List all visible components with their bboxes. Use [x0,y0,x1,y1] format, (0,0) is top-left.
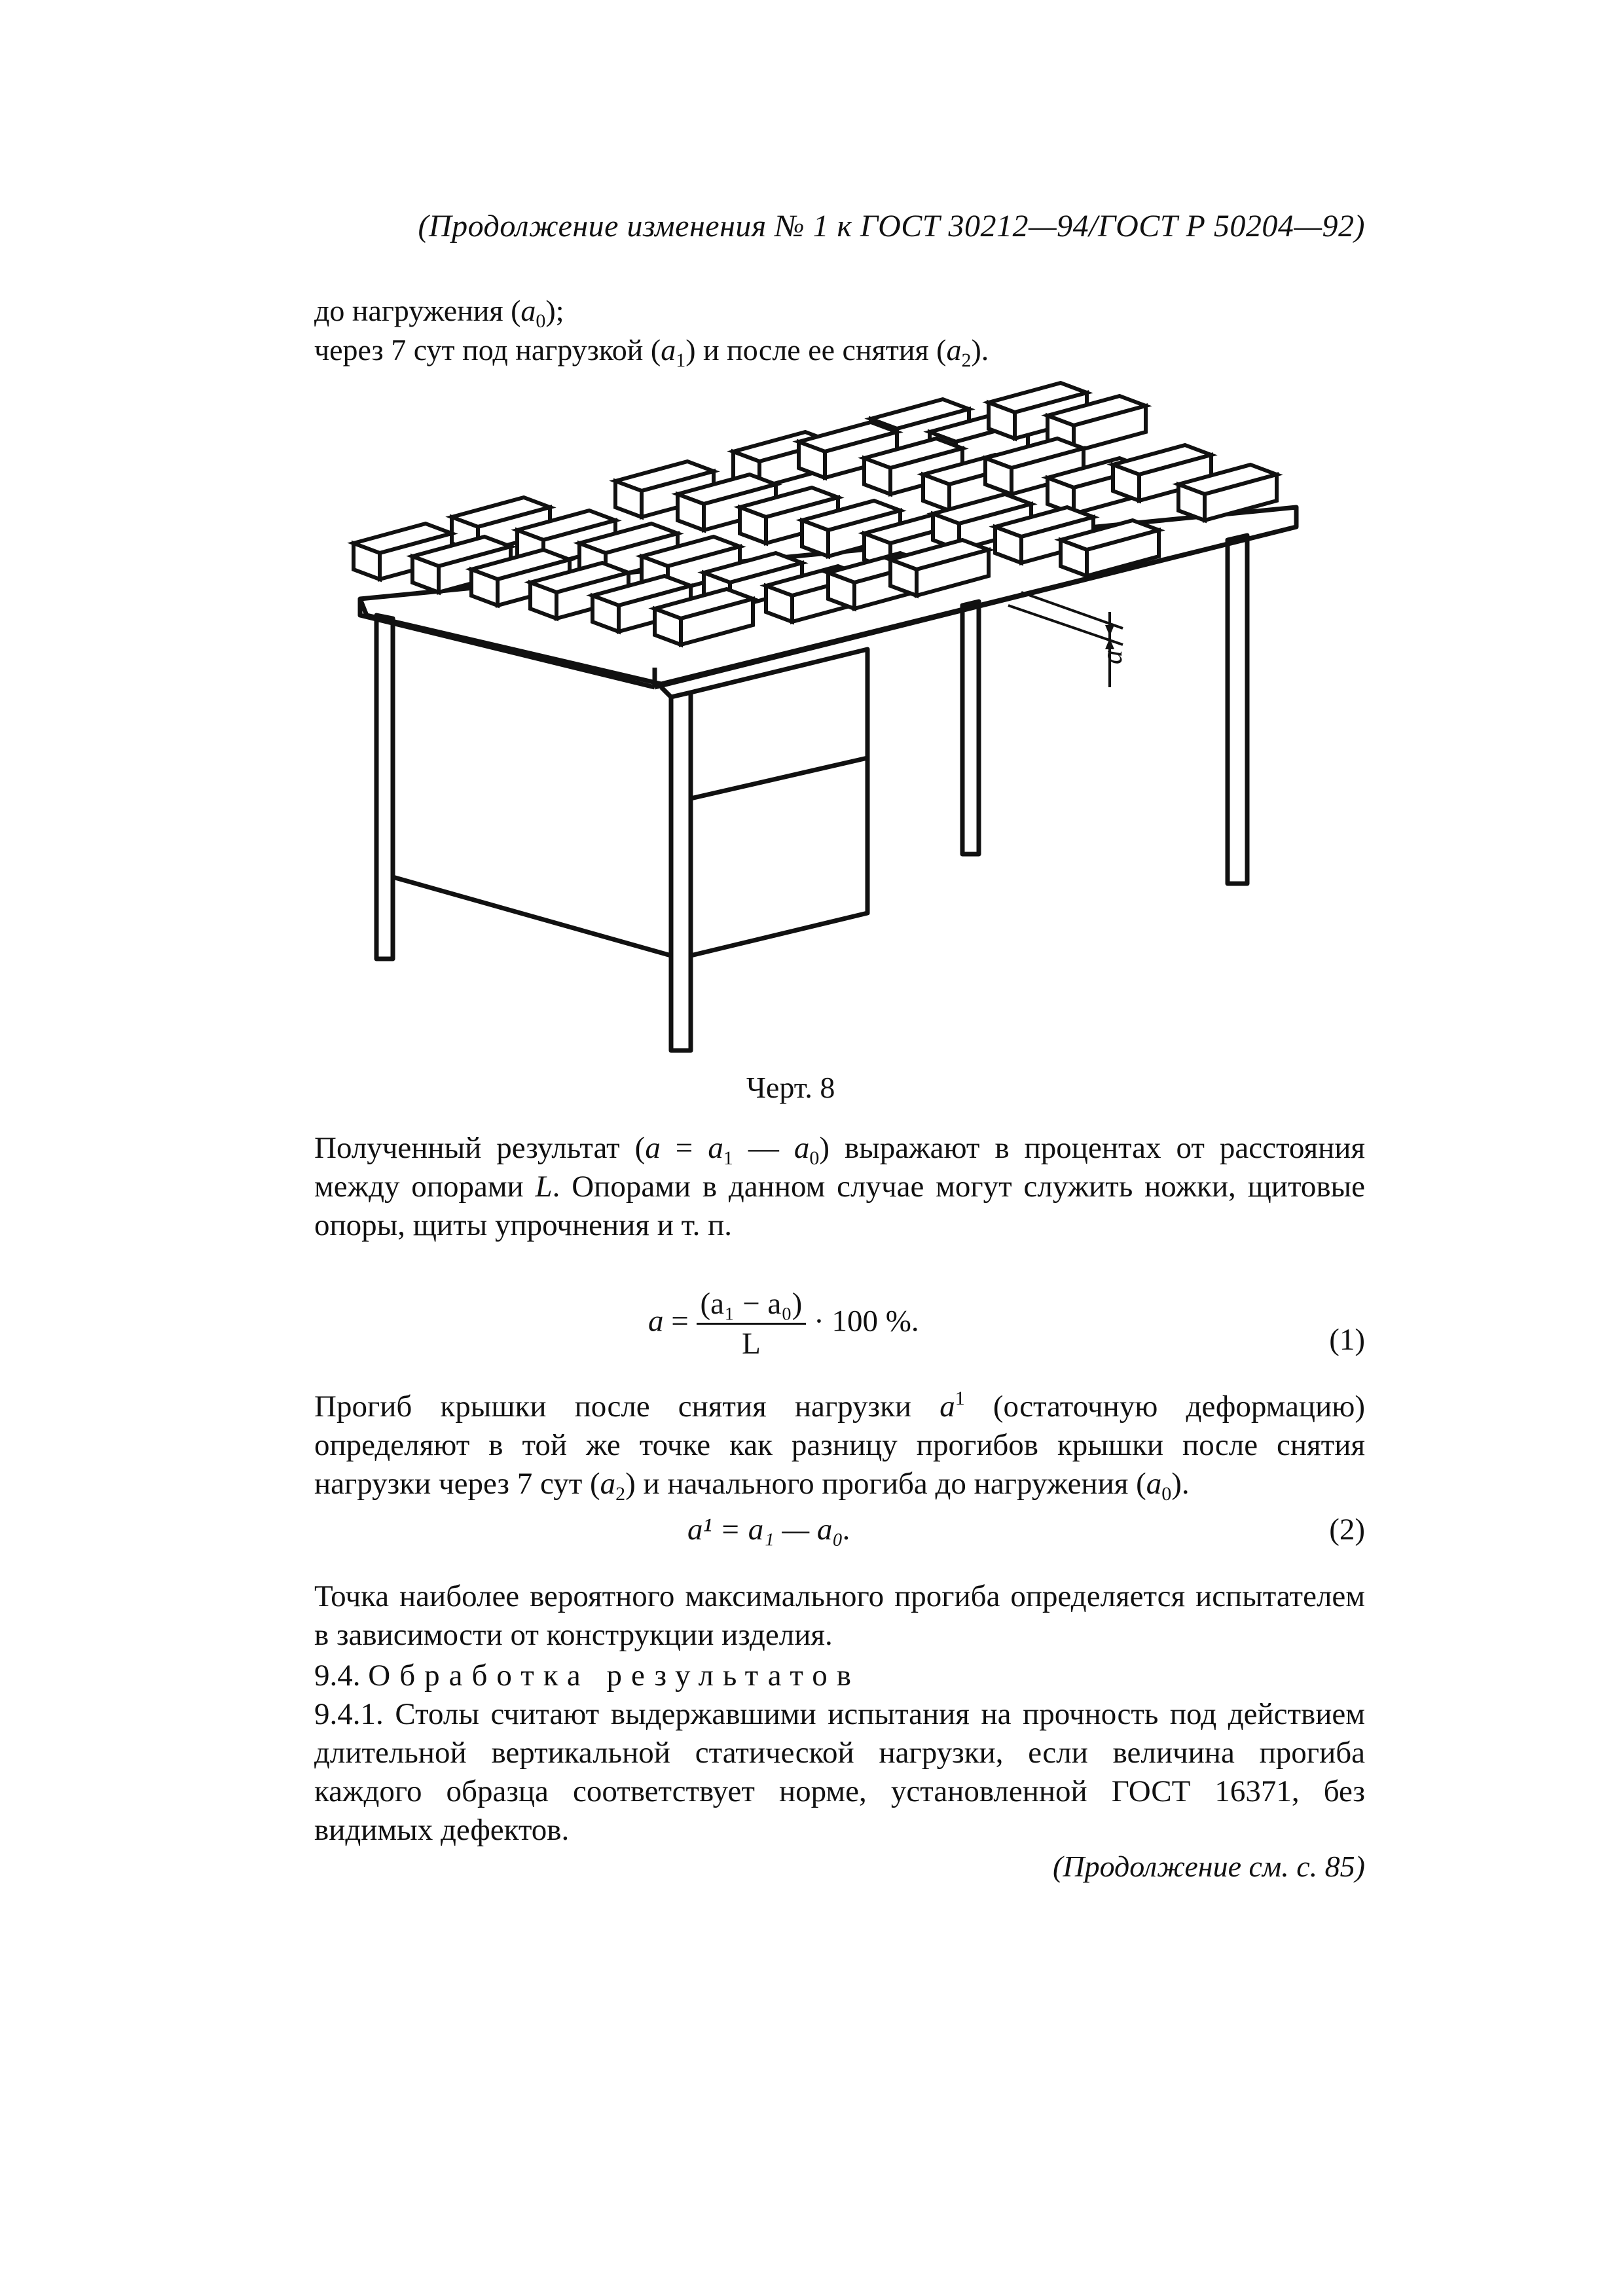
intro-line-2: через 7 сут под нагрузкой $(a_1)$ и после ее снятия $(a_2)$. [314,333,989,371]
deflection-paragraph: Прогиб крышки после снятия нагрузки $a^1$ (остаточную деформацию) определяют в той же точке как разницу прогибов крышки после снятия нагрузки через 7 сут $(a_2)$ и начального прогиба до нагружения $(a_0)$. [314,1388,1365,1505]
table-load-figure [340,380,1309,1067]
formula-2-number: (2) [1329,1513,1365,1547]
formula-2: a¹ = a₁ — a₀. [687,1513,851,1547]
formula-1-number: (1) [1329,1323,1365,1357]
deflection-dimension [1008,592,1128,687]
section-heading: 9.4. Обработка результатов [314,1659,860,1693]
formula-1-fraction: $\frac{\text{(a₁ − a₀)}}{L}$ [697,1286,807,1361]
page-header: (Продолжение изменения № 1 к ГОСТ 30212—94/ГОСТ Р 50204—92) [418,209,1365,243]
figure-caption: Черт. 8 [746,1071,835,1104]
page-footer: (Продолжение см. с. 85) [1053,1850,1365,1883]
dimension-label-a: a [1096,650,1128,664]
point-paragraph: Точка наиболее вероятного максимального прогиба определяется испытателем в зависимости от конструкции изделия. [314,1579,1365,1652]
clause-9-4-1: 9.4.1. Столы считают выдержавшими испытания на прочность под действием длительной вертикальной статической нагрузки, если величина прогиба каждого образца соответствует норме, установленной ГОСТ 16371, без видимых дефектов. [314,1697,1365,1847]
load-blocks [354,383,1277,645]
result-paragraph: Полученный результат ($a = a_1$ — $a_0$) выражают в процентах от расстояния между опорами L. Опорами в данном случае могут служить ножки, щитовые опоры, щиты упрочнения и т. п. [314,1131,1366,1242]
formula-1: a = $\frac{\text{(a₁ − a₀)}}{L}$ · 100 %. [648,1287,919,1361]
intro-line-1: до нагружения $(a_0)$; [314,294,564,332]
